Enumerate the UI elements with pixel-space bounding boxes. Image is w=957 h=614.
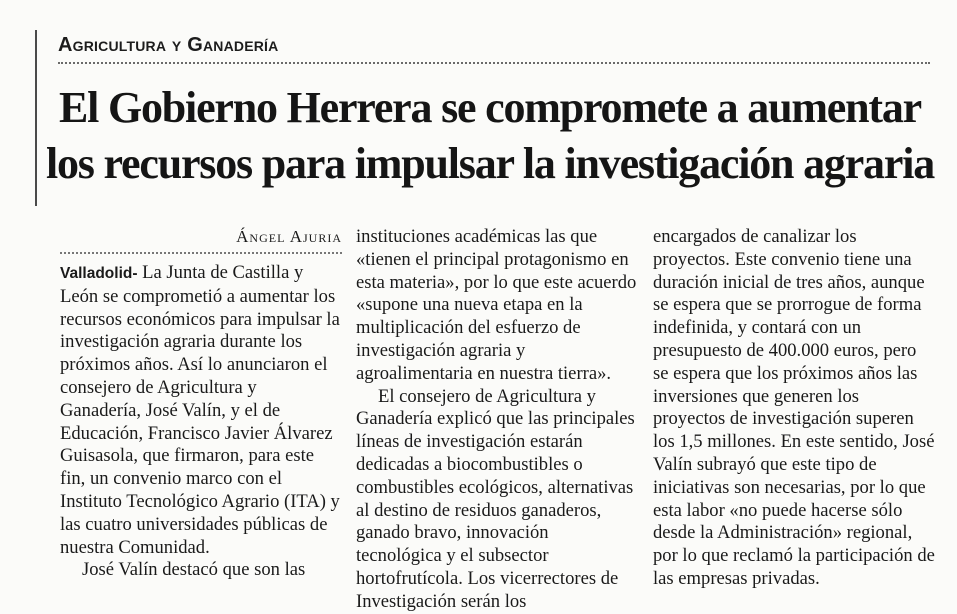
paragraph-3: instituciones académicas las que «tienen el principal protagonismo en esta materia», por lo que este acuerdo «supone una nueva etapa en la multiplicación del esfuerzo de investigación agraria y agroalimentaria en nuestra tierra». [356, 226, 637, 384]
article-column-3 [653, 226, 935, 591]
headline-line-2: los recursos para impulsar la investigación agraria [45, 139, 935, 188]
headline-line-1: El Gobierno Herrera se compromete a aumentar [58, 83, 921, 132]
dateline: Valladolid- [60, 265, 138, 282]
paragraph-2: José Valín destacó que son las [82, 559, 306, 581]
paragraph-5: encargados de canalizar los proyectos. Este convenio tiene una duración inicial de tres años, aunque se espera que se prorrogue de forma indefinida, y contará con un presupuesto de 400.000 euros, pero se espera que los próximos años las inversiones que generen los proyectos de investigación superen los 1,5 millones. En este sentido, José Valín subrayó que este tipo de iniciativas son necesarias, por lo que esta labor «no puede hacerse sólo desde la Administración» regional, por lo que reclamó la participación de las empresas privadas. [653, 226, 935, 589]
byline-divider [60, 252, 342, 254]
headline [40, 80, 940, 192]
paragraph-1-text: La Junta de Castilla y León se comprometió a aumentar los recursos económicos para impulsar la investigación agraria durante los próximos años. Así lo anunciaron el consejero de Agricultura y Ganadería, José Valín, y el de Educación, Francisco Javier Álvarez Guisasola, que firmaron, para este fin, un convenio marco con el Instituto Tecnológico Agrario (ITA) y las cuatro universidades públicas de nuestra Comunidad. [60, 262, 340, 558]
section-label: Agricultura y Ganadería [58, 34, 279, 56]
paragraph-4: El consejero de Agricultura y Ganadería explicó que las principales líneas de investigación estarán dedicadas a biocombustibles o combustibles ecológicos, alternativas al destino de residuos ganaderos, ganado bravo, innovación tecnológica y el subsector hortofrutícola. Los vicerrectores de Investigación serán los [356, 385, 635, 612]
section-divider [58, 62, 930, 64]
article-column-2 [356, 226, 638, 614]
byline: Ángel Ajuria [236, 227, 342, 246]
paragraph-1 [60, 262, 342, 559]
left-margin-rule [35, 30, 37, 206]
article-column-1 [60, 226, 342, 582]
